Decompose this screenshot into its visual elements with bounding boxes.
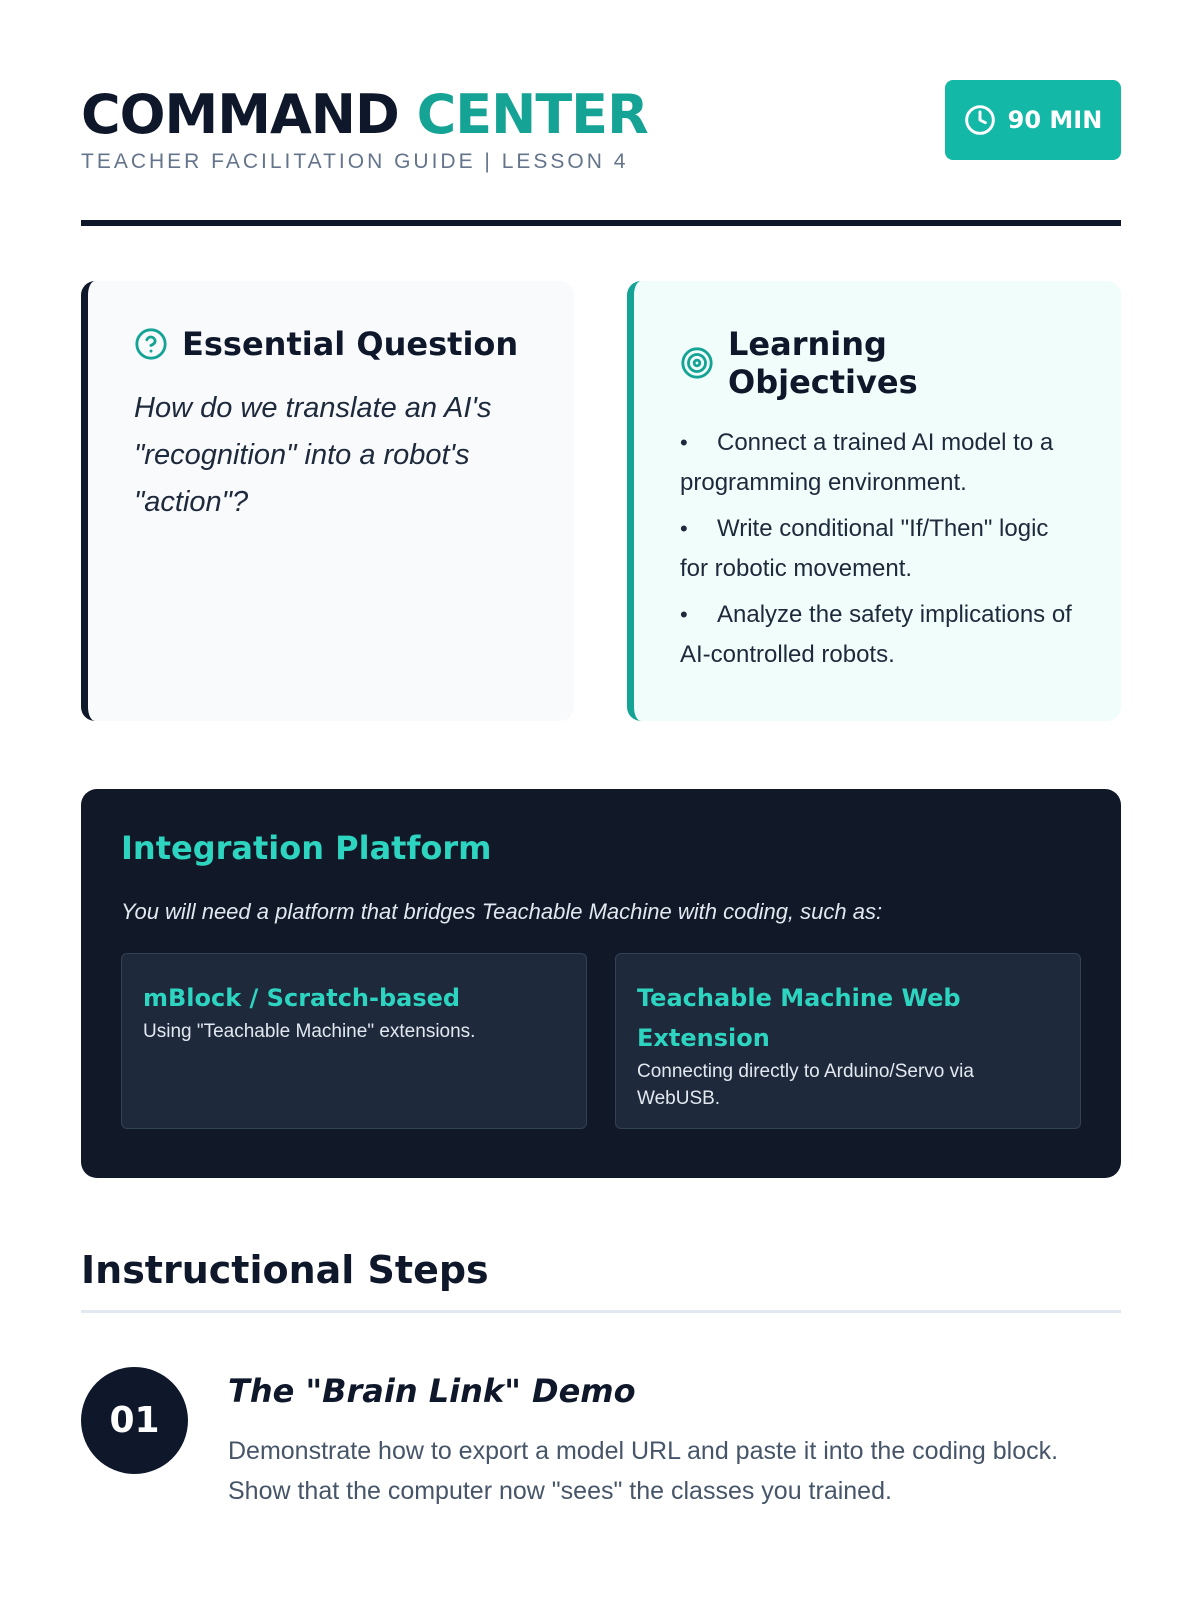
objective-item: • Analyze the safety implications of AI-controlled robots. [680,595,1081,675]
essential-question-card [81,281,574,721]
integration-platform-panel [81,789,1121,1178]
step-description: Demonstrate how to export a model URL and paste it into the coding block. Show that the computer now "sees" the classes you trained. [228,1437,1059,1505]
page-subtitle: TEACHER FACILITATION GUIDE | LESSON 4 [81,150,629,173]
platform-option-description: Connecting directly to Arduino/Servo via WebUSB. [637,1061,974,1109]
platform-option-web-extension [615,953,1081,1129]
header-divider [81,220,1121,226]
instructional-steps-heading: Instructional Steps [81,1248,489,1292]
platform-option-title: mBlock / Scratch-based [143,984,461,1012]
question-circle-icon [134,327,168,361]
target-icon [680,346,714,380]
objective-item: • Connect a trained AI model to a programming environment. [680,423,1081,503]
instructional-steps-divider [81,1310,1121,1313]
essential-question-heading: Essential Question [182,325,519,363]
step-number-badge: 01 [81,1367,188,1474]
title-word-center: CENTER [416,83,648,146]
learning-objectives-header [680,325,1081,401]
duration-label: 90 MIN [1007,106,1103,134]
integration-platform-intro: You will need a platform that bridges Teachable Machine with coding, such as: [121,899,883,924]
learning-objectives-heading: Learning Objectives [728,325,918,401]
platform-option-description: Using "Teachable Machine" extensions. [143,1021,476,1042]
essential-question-text: How do we translate an AI's "recognition" into a robot's "action"? [134,392,492,518]
duration-badge [945,80,1121,160]
essential-question-header [134,325,534,363]
integration-platform-heading: Integration Platform [121,829,492,867]
platform-option-mblock [121,953,587,1129]
clock-icon [964,104,996,136]
platform-options [121,953,1081,1129]
title-word-command: COMMAND [81,83,399,146]
platform-option-title: Teachable Machine Web Extension [637,984,961,1052]
objective-item: • Write conditional "If/Then" logic for robotic movement. [680,509,1081,589]
objectives-list [680,423,1081,675]
page-title [81,83,648,146]
page-header [81,80,1121,225]
learning-objectives-card [627,281,1121,721]
step-title: The "Brain Link" Demo [228,1372,636,1410]
